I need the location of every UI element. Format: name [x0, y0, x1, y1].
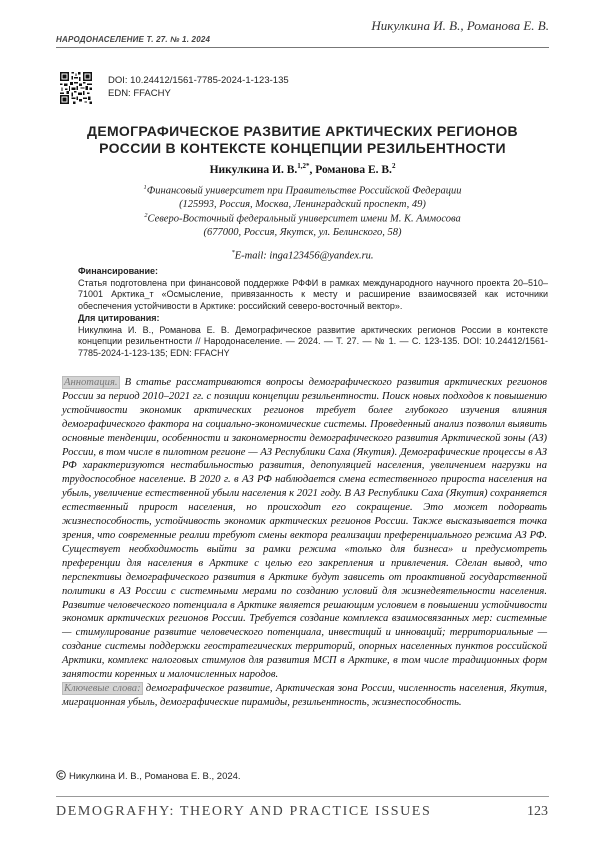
affiliation-1-address: (125993, Россия, Москва, Ленинградский проспект, 49)	[179, 199, 426, 210]
identifiers	[108, 75, 289, 100]
abstract-block	[62, 376, 547, 710]
abstract-text: В статье рассматриваются вопросы демографического развития арктических регионов России за период 2010–2021 гг. с позиции концепции резильентности. Поиск новых подходов к повышению устойчивости экономик арктических регионов требует более глубокого изучения влияния демографического фактора на социально-экономические системы. Проведенный анализ позволил выявить основные тенденции, особенности и закономерности демографического развития Арктической зоны (АЗ) России, в том числе в пилотном регионе — АЗ Республики Саха (Якутия). Демографические процессы в АЗ РФ характеризуются нестабильностью развития, депопуляцией населения, увеличением нагрузки на трудоспособное население. В 2020 г. в АЗ РФ наблюдается смена естественного прироста населения на убыль, увеличение естественной убыли населения к 2021 году. В АЗ Республики Саха (Якутия) сохраняется естественный прирост населения, но происходит его сокращение. Это может подорвать жизнеспособность, устойчивость экономик арктических регионов России. Также высказывается точка зрения, что современные реалии требуют смены вектора реализации преференциального режима АЗ РФ. Существует необходимость выйти за рамки режима «только для бизнеса» и предусмотреть преференции для населения в Арктике с целью его закрепления и привлечения. Сделан вывод, что перспективы демографического развития в Арктике будут зависеть от проактивной государственной политики в АЗ России с системными мерами по созданию условий для жизнедеятельности населения. Развитие человеческого потенциала в Арктике является решающим условием в повышении устойчивости экономик арктических регионов России. Требуется создание комплекса взаимосвязанных мер: системные — стимулирование развитие человеческого потенциала, инвестиций и инноваций; территориальные — создание системы поддержки геостратегических территорий, опорных населенных пунктов российской Арктики, комплекс налоговых стимулов для развития МСП в Арктике, в том числе традиционных форм занятости коренных и малочисленных народов.	[62, 377, 548, 681]
affiliation-2	[56, 209, 549, 240]
keywords-text: демографическое развитие, Арктическая зона России, численность населения, Якутия, миграционная убыль, демографические пирамиды, резильентность, жизнеспособность.	[62, 682, 547, 708]
page-number: 123	[527, 804, 548, 819]
author-1: Никулкина И. В.	[209, 163, 298, 176]
title-line-2: РОССИИ В КОНТЕКСТЕ КОНЦЕПЦИИ РЕЗИЛЬЕНТНОСТИ	[99, 140, 506, 156]
copyright-text: Никулкина И. В., Романова Е. В., 2024.	[69, 771, 241, 782]
footer-journal-title: DEMOGRAFHY: THEORY AND PRACTICE ISSUES	[56, 804, 432, 819]
qr-code-icon	[60, 72, 92, 104]
journal-reference: НАРОДОНАСЕЛЕНИЕ Т. 27. № 1. 2024	[56, 35, 211, 44]
email-text[interactable]: E-mail: inga123456@yandex.ru.	[234, 250, 374, 262]
affiliation-1-mark: 1	[143, 184, 147, 191]
article-title	[56, 123, 549, 157]
author-2: Романова Е. В.	[315, 163, 392, 176]
header-divider	[56, 47, 549, 48]
affiliation-2-address: (677000, Россия, Якутск, ул. Белинского, 58)	[203, 227, 402, 238]
running-header	[56, 14, 549, 48]
copyright-notice	[56, 770, 241, 782]
copyright-icon	[56, 770, 66, 780]
funding-section	[78, 266, 548, 312]
author-separator: ,	[309, 163, 316, 176]
affiliation-2-name: Северо-Восточный федеральный университет имени М. К. Аммосова	[147, 213, 461, 225]
doi-text[interactable]: DOI: 10.24412/1561-7785-2024-1-123-135	[108, 75, 289, 86]
running-authors: Никулкина И. В., Романова Е. В.	[371, 18, 549, 33]
footer-divider	[56, 796, 549, 797]
abstract-label: Аннотация.	[64, 377, 118, 388]
citation-section	[78, 313, 548, 359]
abstract	[62, 376, 547, 682]
email-mark: *	[231, 249, 235, 256]
citation-heading: Для цитирования:	[78, 313, 160, 323]
title-line-1: ДЕМОГРАФИЧЕСКОЕ РАЗВИТИЕ АРКТИЧЕСКИХ РЕГИОНОВ	[87, 123, 518, 139]
affiliation-1-name: Финансовый университет при Правительстве Российской Федерации	[146, 185, 462, 197]
affiliation-2-mark: 2	[144, 212, 148, 219]
author-1-affiliation-mark: 1,2*	[297, 162, 310, 170]
contact-email	[56, 249, 549, 262]
citation-text: Никулкина И. В., Романова Е. В. Демографическое развитие арктических регионов России в контексте концепции резильентности // Народонаселение. — 2024. — Т. 27. — № 1. — С. 123-135. DOI: 10.24412/1561-7785-2024-1-123-135; EDN: FFACHY	[78, 324, 548, 358]
keywords-label: Ключевые слова:	[64, 682, 141, 694]
authors-line	[56, 162, 549, 176]
author-2-affiliation-mark: 2	[391, 162, 396, 170]
affiliation-1	[56, 181, 549, 212]
keywords	[62, 682, 547, 710]
edn-text: EDN: FFACHY	[108, 87, 171, 99]
funding-heading: Финансирование:	[78, 266, 159, 276]
funding-text: Статья подготовлена при финансовой поддержке РФФИ в рамках международного научного проекта 20–510–71001 Арктика_т «Осмысление, привязанность к месту и расширение взаимосвязей как источники обеспечения устойчивости в Арктике: российский северо-восточный вектор».	[78, 277, 548, 311]
